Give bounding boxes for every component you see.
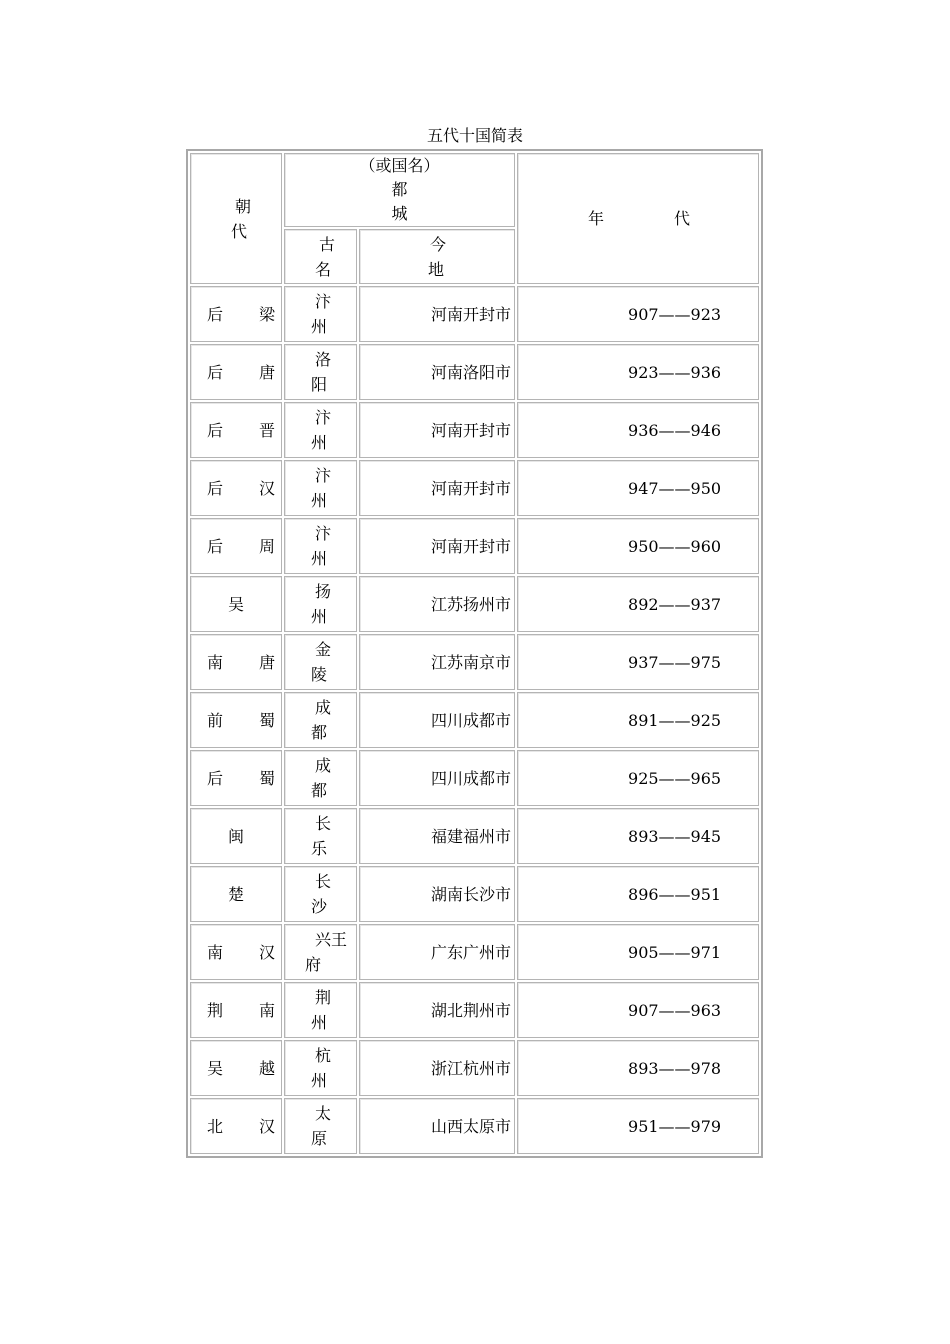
dynasty-cell (190, 344, 282, 400)
dynasty-cell (190, 518, 282, 574)
years-cell: 936——946 (517, 402, 759, 458)
header-capital-note: （或国名） (359, 156, 440, 175)
dynasty-cell (190, 1098, 282, 1154)
header-modern-place (359, 229, 515, 284)
table-row (190, 982, 759, 1038)
ancient-name-line: 汴 (315, 466, 332, 485)
dynasty-cell (190, 1040, 282, 1096)
ancient-name-cell (284, 576, 357, 632)
table-row (190, 460, 759, 516)
ancient-name-line: 长 (315, 814, 332, 833)
ancient-name-line: 州 (311, 317, 328, 336)
ancient-name-line: 都 (311, 723, 328, 742)
header-capital-char-1: 都 (391, 180, 408, 199)
dynasty-name: 楚 (227, 884, 244, 904)
ancient-name-line: 原 (311, 1129, 328, 1148)
modern-place-cell: 河南开封市 (359, 286, 515, 342)
ancient-name-cell (284, 750, 357, 806)
dynasty-cell (190, 286, 282, 342)
dynasty-cell (190, 576, 282, 632)
header-dynasty-char-1: 朝 (235, 196, 252, 216)
table-row (190, 576, 759, 632)
dynasty-char-2: 周 (259, 536, 276, 556)
table-row (190, 1098, 759, 1154)
modern-place-cell: 河南开封市 (359, 402, 515, 458)
header-ancient-char-1: 古 (319, 234, 336, 254)
years-cell: 925——965 (517, 750, 759, 806)
ancient-name-line: 阳 (311, 375, 328, 394)
years-cell: 907——963 (517, 982, 759, 1038)
dynasty-name: 吴 (227, 594, 244, 614)
ancient-name-line: 汴 (315, 292, 332, 311)
ancient-name-line: 汴 (315, 524, 332, 543)
ancient-name-cell (284, 518, 357, 574)
ancient-name-line: 扬 (315, 582, 332, 601)
modern-place-cell: 河南开封市 (359, 460, 515, 516)
ancient-name-cell (284, 344, 357, 400)
header-modern-char-2: 地 (428, 259, 445, 279)
ancient-name-cell (284, 866, 357, 922)
years-cell: 893——978 (517, 1040, 759, 1096)
ancient-name-line: 太 (315, 1104, 332, 1123)
ancient-name-cell (284, 634, 357, 690)
dynasty-cell (190, 982, 282, 1038)
header-dynasty (190, 153, 282, 284)
header-years-char-1: 年 (588, 209, 605, 228)
years-cell: 893——945 (517, 808, 759, 864)
ancient-name-cell (284, 460, 357, 516)
dynasty-cell (190, 750, 282, 806)
years-cell: 937——975 (517, 634, 759, 690)
five-dynasties-table (186, 149, 763, 1158)
dynasty-char-2: 越 (259, 1058, 276, 1078)
ancient-name-line: 陵 (311, 665, 328, 684)
header-row (190, 153, 759, 227)
modern-place-cell: 山西太原市 (359, 1098, 515, 1154)
dynasty-cell (190, 460, 282, 516)
dynasty-char-2: 汉 (259, 478, 276, 498)
dynasty-char-2: 汉 (259, 942, 276, 962)
table-row (190, 286, 759, 342)
ancient-name-cell (284, 808, 357, 864)
table-row (190, 1040, 759, 1096)
modern-place-cell: 湖北荆州市 (359, 982, 515, 1038)
dynasty-char-1: 前 (207, 710, 224, 730)
ancient-name-cell (284, 924, 357, 980)
table-row (190, 808, 759, 864)
dynasty-char-2: 蜀 (259, 768, 276, 788)
header-years (517, 153, 759, 284)
dynasty-cell (190, 808, 282, 864)
dynasty-char-1: 北 (207, 1116, 224, 1136)
dynasty-char-2: 南 (259, 1000, 276, 1020)
modern-place-cell: 湖南长沙市 (359, 866, 515, 922)
ancient-name-line: 汴 (315, 408, 332, 427)
dynasty-char-1: 南 (207, 942, 224, 962)
header-dynasty-char-2: 代 (231, 221, 248, 241)
ancient-name-line: 州 (311, 1071, 328, 1090)
modern-place-cell: 浙江杭州市 (359, 1040, 515, 1096)
ancient-name-line: 乐 (311, 839, 328, 858)
ancient-name-cell (284, 692, 357, 748)
years-cell: 923——936 (517, 344, 759, 400)
modern-place-cell: 河南洛阳市 (359, 344, 515, 400)
dynasty-char-2: 梁 (259, 304, 276, 324)
dynasty-char-2: 唐 (259, 652, 276, 672)
dynasty-char-1: 后 (207, 304, 224, 324)
ancient-name-line: 都 (311, 781, 328, 800)
dynasty-char-1: 后 (207, 536, 224, 556)
table-row (190, 692, 759, 748)
table-row (190, 924, 759, 980)
ancient-name-line: 州 (311, 491, 328, 510)
table-row (190, 402, 759, 458)
ancient-name-line: 州 (311, 549, 328, 568)
dynasty-char-2: 汉 (259, 1116, 276, 1136)
header-capital-char-2: 城 (391, 204, 408, 223)
dynasty-cell (190, 924, 282, 980)
dynasty-cell (190, 402, 282, 458)
header-ancient-name (284, 229, 357, 284)
years-cell: 891——925 (517, 692, 759, 748)
ancient-name-line: 州 (311, 1013, 328, 1032)
ancient-name-cell (284, 1040, 357, 1096)
dynasty-cell (190, 692, 282, 748)
years-cell: 892——937 (517, 576, 759, 632)
modern-place-cell: 河南开封市 (359, 518, 515, 574)
ancient-name-line: 长 (315, 872, 332, 891)
modern-place-cell: 四川成都市 (359, 750, 515, 806)
ancient-name-line: 沙 (311, 897, 328, 916)
ancient-name-line: 兴王 (315, 930, 348, 949)
dynasty-cell (190, 634, 282, 690)
dynasty-char-1: 后 (207, 768, 224, 788)
years-cell: 905——971 (517, 924, 759, 980)
dynasty-char-1: 南 (207, 652, 224, 672)
ancient-name-line: 荆 (315, 988, 332, 1007)
modern-place-cell: 四川成都市 (359, 692, 515, 748)
header-modern-char-1: 今 (430, 234, 447, 254)
years-cell: 907——923 (517, 286, 759, 342)
header-ancient-char-2: 名 (315, 259, 332, 279)
ancient-name-line: 州 (311, 607, 328, 626)
modern-place-cell: 福建福州市 (359, 808, 515, 864)
dynasty-char-1: 后 (207, 362, 224, 382)
table-row (190, 344, 759, 400)
ancient-name-line: 杭 (315, 1046, 332, 1065)
dynasty-cell (190, 866, 282, 922)
ancient-name-line: 成 (315, 756, 332, 775)
header-capital-label (285, 178, 514, 226)
ancient-name-line: 成 (315, 698, 332, 717)
years-cell: 950——960 (517, 518, 759, 574)
dynasty-char-2: 蜀 (259, 710, 276, 730)
dynasty-char-2: 唐 (259, 362, 276, 382)
table-title: 五代十国简表 (426, 126, 523, 145)
ancient-name-line: 州 (311, 433, 328, 452)
dynasty-char-1: 荆 (207, 1000, 224, 1020)
dynasty-char-1: 后 (207, 420, 224, 440)
years-cell: 951——979 (517, 1098, 759, 1154)
ancient-name-cell (284, 286, 357, 342)
table-row (190, 634, 759, 690)
ancient-name-line: 府 (305, 955, 322, 974)
ancient-name-cell (284, 1098, 357, 1154)
modern-place-cell: 江苏南京市 (359, 634, 515, 690)
ancient-name-cell (284, 982, 357, 1038)
ancient-name-cell (284, 402, 357, 458)
years-cell: 947——950 (517, 460, 759, 516)
ancient-name-line: 金 (315, 640, 332, 659)
table-row (190, 750, 759, 806)
dynasty-char-1: 吴 (207, 1058, 224, 1078)
table-row (190, 866, 759, 922)
modern-place-cell: 广东广州市 (359, 924, 515, 980)
years-cell: 896——951 (517, 866, 759, 922)
dynasty-char-1: 后 (207, 478, 224, 498)
modern-place-cell: 江苏扬州市 (359, 576, 515, 632)
table-row (190, 518, 759, 574)
ancient-name-line: 洛 (315, 350, 332, 369)
header-capital (284, 153, 515, 227)
header-years-char-2: 代 (674, 209, 691, 228)
dynasty-char-2: 晋 (259, 420, 276, 440)
dynasty-name: 闽 (227, 826, 244, 846)
